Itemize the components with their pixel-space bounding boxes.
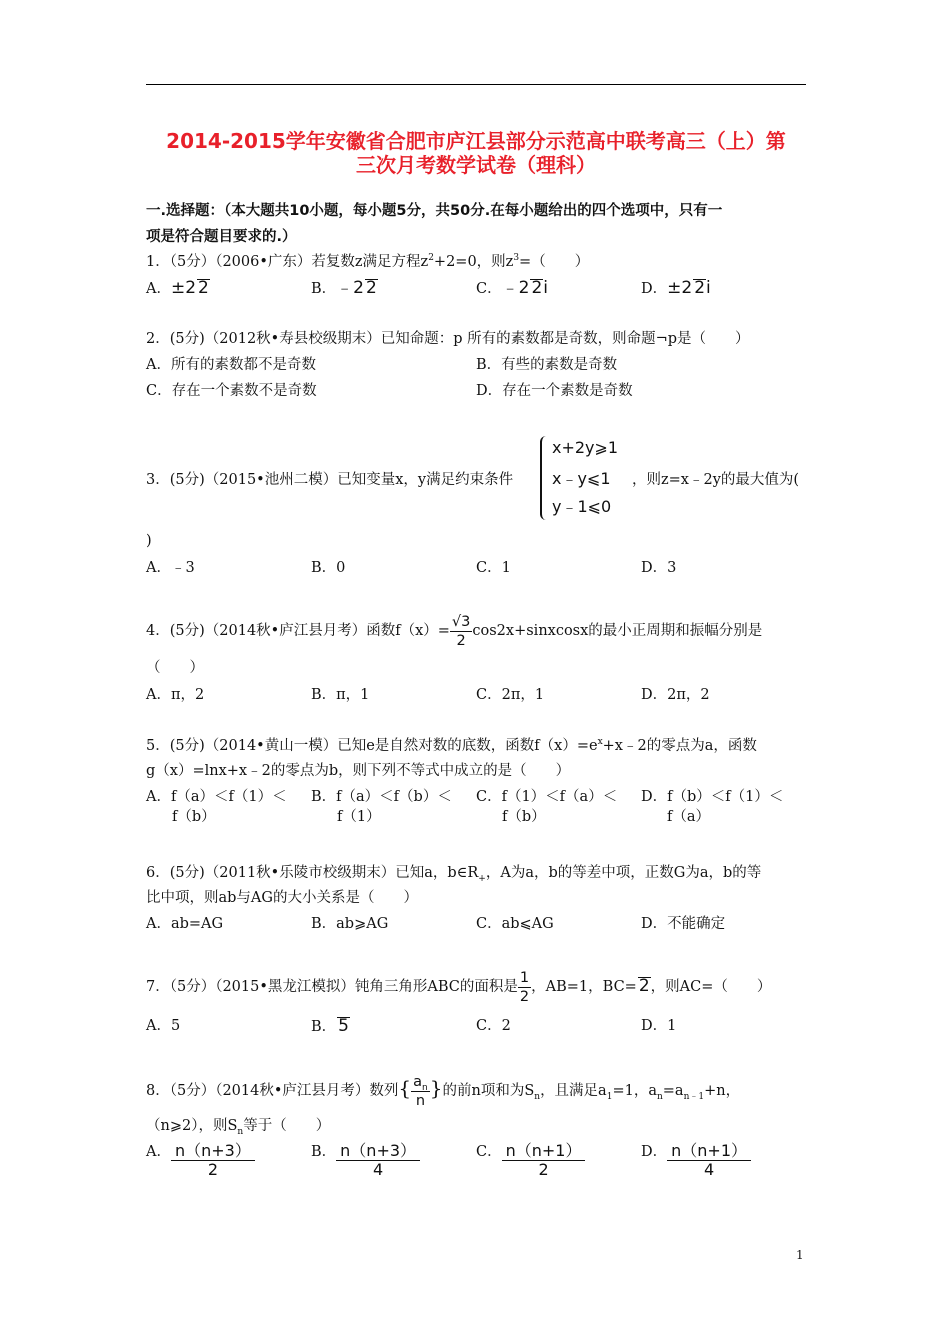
section-heading-line-2: 项是符合题目要求的.） [146,229,297,245]
question-3-stem-a: 3．(5分)（2015•池州二模）已知变量x，y满足约束条件 [146,472,514,488]
question-1-stem: 1．（5分）（2006•广东）若复数z满足方程$z^2+2=0$，则$z^3=$（ ） [146,253,590,270]
page-title-line-2: 三次月考数学试卷（理科） [356,153,596,177]
constraint-2: x﹣y⩽1 [552,469,611,488]
question-4-stem-c: （ ） [146,660,204,676]
question-8-option-c: C． $\frac{n(n+1)}{2}$ [476,1142,585,1179]
question-3-option-a: A．﹣3 [146,560,195,576]
question-6-option-d: D．不能确定 [641,916,726,932]
question-4-option-d: D．2π，2 [641,687,710,703]
question-3-stem-b: ，则z=x﹣2y的最大值为( [632,472,800,488]
section-heading-line-1: 一.选择题：（本大题共10小题，每小题5分，共50分.在每小题给出的四个选项中，只有一 [146,203,723,219]
question-6-option-a: A．ab=AG [146,916,224,932]
fraction-one-half: $\frac{1}{2}$ [519,969,530,1005]
fraction-an-over-n: $\frac{a_n}{n}$ [413,1073,428,1109]
question-5-stem-line-2: g（x）=lnx+x﹣2的零点为b，则下列不等式中成立的是（ ） [146,763,571,779]
fraction-sqrt3-over-2: $\frac{√3}{2}$ [451,613,471,649]
question-2-option-d: D．存在一个素数是奇数 [476,383,633,399]
question-5-option-a: A．f（a）＜f（1）＜ f（b） [146,789,287,825]
question-7-stem: 7．（5分）（2015•黑龙江模拟）钝角三角形ABC的面积是 $\frac{1}{2}$ ，AB=1，BC= 2，则AC=（ ） [146,969,772,1005]
constraint-3: y﹣1⩽0 [552,497,612,516]
question-4-option-b: B．π，1 [311,687,370,703]
question-8-option-a: A． $\frac{n(n+3)}{2}$ [146,1142,255,1179]
question-1-option-a: A．±2 2 [146,278,209,298]
question-3-stem-c: ) [146,533,152,549]
question-6-stem-line-2: 比中项，则ab与AG的大小关系是（ ） [146,890,418,906]
question-6-option-b: B．ab⩾AG [311,916,389,932]
question-1-option-d: D．±2 2i [641,278,711,298]
question-8-stem-line-2: （n⩾2），则$S_n$等于（ ） [146,1118,331,1137]
question-8-stem-line-1: 8．（5分）（2014秋•庐江县月考）数列{ $\frac{a_n}{n}$ }的前n项和为$S_n$，且满足$a_1=1$，$a_n=a_{n﹣1}+n$， [146,1073,741,1109]
question-7-option-d: D．1 [641,1018,677,1034]
question-1-option-c: C．﹣2 2i [476,278,548,298]
question-2-option-a: A．所有的素数都不是奇数 [146,357,316,373]
question-4-option-c: C．2π，1 [476,687,545,703]
question-3-option-d: D．3 [641,560,677,576]
question-7-option-c: C．2 [476,1018,511,1034]
question-8-option-d: D． $\frac{n(n+1)}{4}$ [641,1142,751,1179]
question-4-stem: 4．(5分)（2014秋•庐江县月考）函数f（x）= $\frac{√3}{2}$ cos2x+sinxcosx的最小正周期和振幅分别是 [146,613,763,649]
question-5-option-b: B．f（a）＜f（b）＜ f（1） [311,789,452,825]
question-1-option-b: B．﹣2 2 [311,278,377,298]
top-rule [146,84,806,85]
question-7-option-a: A．5 [146,1018,181,1034]
page-title-line-1: 2014-2015学年安徽省合肥市庐江县部分示范高中联考高三（上）第 [166,129,786,153]
question-6-option-c: C．ab⩽AG [476,916,554,932]
constraint-1: x+2y⩾1 [552,438,619,457]
page-number: 1 [796,1248,804,1262]
question-2-stem: 2．(5分)（2012秋•寿县校级期末）已知命题：p 所有的素数都是奇数，则命题¬p是（ ） [146,331,750,347]
question-3-option-b: B．0 [311,560,346,576]
question-2-option-c: C．存在一个素数不是奇数 [146,383,317,399]
constraint-system [540,436,632,520]
question-5-option-d: D．f（b）＜f（1）＜ f（a） [641,789,784,825]
question-6-stem-line-1: 6．(5分)（2011秋•乐陵市校级期末）已知a，$b\in R_+$，A为a，b的等差中项，正数G为a，b的等 [146,865,762,884]
question-5-stem-line-1: 5．(5分)（2014•黄山一模）已知e是自然对数的底数，函数$f(x)=e^x+x﹣2$的零点为a，函数 [146,737,757,754]
question-2-option-b: B．有些的素数是奇数 [476,357,618,373]
question-8-option-b: B． $\frac{n(n+3)}{4}$ [311,1142,420,1179]
question-3-option-c: C．1 [476,560,511,576]
question-5-option-c: C．f（1）＜f（a）＜ f（b） [476,789,618,825]
question-7-option-b: B． 5 [311,1016,349,1036]
question-4-option-a: A．π，2 [146,687,205,703]
